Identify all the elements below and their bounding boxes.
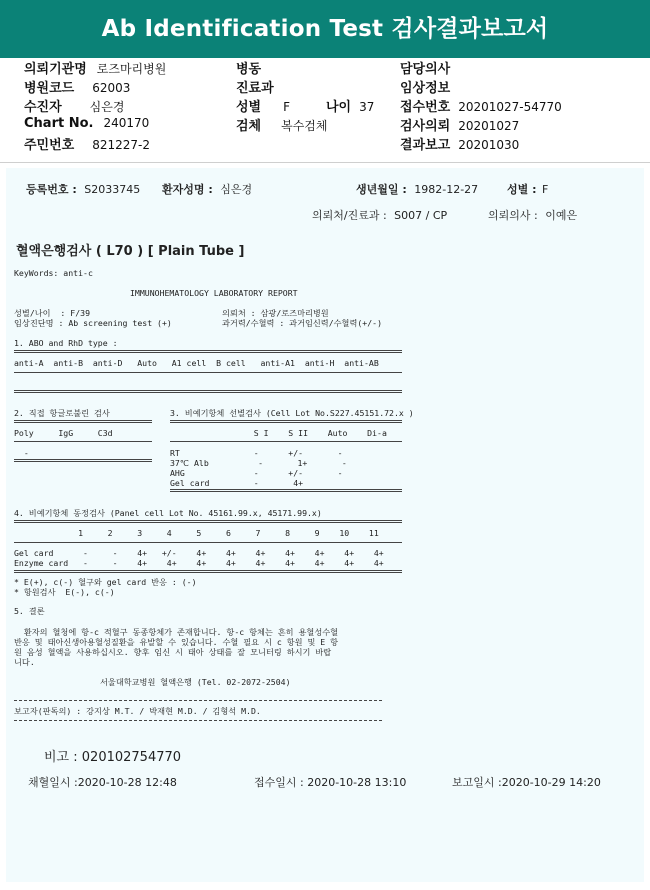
dat-columns: Poly IgG C3d — [14, 428, 113, 438]
screening-mid-rule — [170, 441, 402, 442]
note-antigen: * 항원검사 E(-), c(-) — [14, 587, 115, 597]
signature-bottom-rule — [14, 720, 382, 721]
patient-name-value: 심은경 — [220, 183, 253, 196]
receipt-time: 접수일시 : 2020-10-28 13:10 — [254, 776, 407, 789]
keywords: KeyWords: anti-c — [14, 268, 93, 278]
panel-top-rule — [14, 520, 402, 523]
abo-bottom-rule — [14, 390, 402, 393]
conclusion-title: 5. 결론 — [14, 606, 45, 616]
registration-value: S2033745 — [84, 183, 141, 196]
request-date-label: 검사의뢰 — [400, 119, 451, 134]
patient-sex — [507, 181, 548, 197]
department-label: 진료과 — [236, 81, 274, 96]
panel-mid-rule — [14, 542, 402, 543]
request-date-value: 20201027 — [458, 119, 520, 133]
accession-label: 접수번호 — [400, 100, 451, 115]
screening-section-title: 3. 비예기항체 선별검사 (Cell Lot No.S227.45151.72.x ) — [170, 408, 414, 418]
test-title: 혈액은행검사 ( L70 ) [ Plain Tube ] — [16, 244, 245, 259]
resident-no-row — [24, 134, 150, 153]
conclusion-line-2: 반응 및 태아신생아용혈성질환을 유발할 수 있습니다. 수혈 필요 시 c 항원 및 E 항 — [14, 637, 339, 647]
remark-value: 020102754770 — [81, 750, 182, 765]
dat-section-title: 2. 직접 항글로불린 검사 — [14, 408, 110, 418]
hospital-code-value: 62003 — [92, 81, 131, 95]
screening-bottom-rule — [170, 489, 402, 492]
patient-sex-value: F — [541, 183, 549, 196]
specimen-label: 검체 — [236, 119, 262, 134]
institution-row — [24, 58, 166, 77]
screening-row-alb: 37℃ Alb - 1+ - — [170, 458, 347, 468]
abo-section-title: 1. ABO and RhD type : — [14, 338, 118, 348]
examinee-value: 심은경 — [89, 100, 125, 114]
referring-doctor-value: 이예은 — [545, 209, 578, 222]
referral-line: 의뢰처 : 삼광/로즈마리병원 — [222, 308, 329, 318]
screening-row-gel: Gel card - 4+ — [170, 478, 304, 488]
dob-label: 생년월일 : — [356, 183, 407, 196]
panel-section-title: 4. 비예기항체 동정검사 (Panel cell Lot No. 45161.99.x, 45171.99.x) — [14, 508, 322, 518]
patient-name-label: 환자성명 : — [162, 183, 213, 196]
sex-age-line: 성별/나이 : F/39 — [14, 308, 91, 318]
chart-no-label: Chart No. — [24, 116, 94, 131]
report-title: Ab Identification Test 검사결과보고서 — [101, 16, 549, 42]
examinee-row — [24, 96, 124, 115]
resident-no-value: 821227-2 — [92, 138, 150, 152]
panel-bottom-rule — [14, 570, 402, 573]
clinical-info-row — [400, 77, 450, 96]
conclusion-line-4: 니다. — [14, 657, 35, 667]
registration-label: 등록번호 : — [26, 183, 77, 196]
age-row — [326, 96, 374, 115]
panel-row-gel: Gel card - - 4+ +/- 4+ 4+ 4+ 4+ 4+ 4+ 4+ — [14, 548, 384, 558]
date-of-birth — [356, 181, 478, 197]
age-value: 37 — [359, 100, 375, 114]
dat-top-rule — [14, 420, 152, 423]
patient-name — [162, 181, 252, 197]
collection-time: 채혈일시 :2020-10-28 12:48 — [28, 776, 177, 789]
chart-no-row — [24, 115, 149, 131]
diagnosis-line: 임상진단명 : Ab screening test (+) — [14, 318, 172, 328]
report-date-value: 20201030 — [458, 138, 520, 152]
sex-row — [236, 96, 290, 115]
accession-row — [400, 96, 562, 115]
panel-row-enzyme: Enzyme card - - 4+ 4+ 4+ 4+ 4+ 4+ 4+ 4+ 4+ — [14, 558, 384, 568]
sex-value: F — [283, 100, 291, 114]
institution-value: 로즈마리병원 — [96, 62, 167, 76]
sex-label: 성별 — [236, 100, 262, 115]
physician-label: 담당의사 — [400, 62, 451, 77]
conclusion-line-3: 원 음성 혈액을 사용하십시오. 향후 임신 시 태아 상태를 잘 모니터링 하시기 바랍 — [14, 647, 332, 657]
signature-organization: 서울대학교병원 혈액은행 (Tel. 02-2072-2504) — [100, 677, 291, 687]
report-time: 보고일시 :2020-10-29 14:20 — [452, 776, 601, 789]
remark — [44, 746, 181, 765]
ward-row — [236, 58, 261, 77]
institution-label: 의뢰기관명 — [24, 62, 87, 77]
conclusion-line-1: 환자의 혈청에 항-c 적혈구 동종항체가 존재합니다. 항-c 항체는 흔히 용혈성수혈 — [14, 627, 339, 637]
accession-value: 20201027-54770 — [458, 100, 562, 114]
resident-no-label: 주민번호 — [24, 138, 75, 153]
department-row — [236, 77, 274, 96]
abo-columns: anti-A anti-B anti-D Auto A1 cell B cell anti-A1 anti-H anti-AB — [14, 358, 379, 368]
ward-label: 병동 — [236, 62, 262, 77]
referral-department — [312, 207, 447, 223]
report-date-row — [400, 134, 519, 153]
referring-doctor-label: 의뢰의사 : — [488, 209, 538, 222]
patient-sex-label: 성별 : — [507, 183, 537, 196]
hospital-code-row — [24, 77, 130, 96]
specimen-value: 복수검체 — [281, 119, 328, 133]
referral-department-value: S007 / CP — [394, 209, 448, 222]
referral-department-label: 의뢰처/진료과 : — [312, 209, 387, 222]
header-divider — [0, 162, 650, 163]
examinee-label: 수진자 — [24, 100, 62, 115]
screening-columns: S I S II Auto Di-a — [170, 428, 387, 438]
note-gel-card: * E(+), c(-) 혈구와 gel card 반응 : (-) — [14, 577, 197, 587]
report-date-label: 결과보고 — [400, 138, 451, 153]
screening-row-ahg: AHG - +/- - — [170, 468, 343, 478]
screening-row-rt: RT - +/- - — [170, 448, 343, 458]
abo-mid-rule — [14, 372, 402, 373]
chart-no-value: 240170 — [103, 116, 150, 130]
clinical-info-label: 임상정보 — [400, 81, 451, 96]
panel-columns: 1 2 3 4 5 6 7 8 9 10 11 — [14, 528, 379, 538]
dat-bottom-rule — [14, 459, 152, 462]
age-label: 나이 — [326, 100, 352, 115]
reporters-line: 보고자(판독의) : 강지상 M.T. / 박재현 M.D. / 김형석 M.D. — [14, 706, 261, 716]
report-title-banner — [0, 0, 650, 58]
registration-no — [26, 181, 140, 197]
history-line: 과거력/수혈력 : 과거임신력/수혈력(+/-) — [222, 318, 383, 328]
dat-mid-rule — [14, 441, 152, 442]
signature-top-rule — [14, 700, 382, 701]
specimen-row — [236, 115, 327, 134]
lab-report-header: IMMUNOHEMATOLOGY LABORATORY REPORT — [130, 288, 298, 298]
screening-top-rule — [170, 420, 402, 423]
hospital-code-label: 병원코드 — [24, 81, 75, 96]
physician-row — [400, 58, 450, 77]
dob-value: 1982-12-27 — [414, 183, 479, 196]
dat-value: - — [14, 448, 29, 458]
abo-top-rule — [14, 350, 402, 353]
request-date-row — [400, 115, 519, 134]
remark-label: 비고 : — [44, 750, 78, 765]
referring-doctor — [488, 207, 577, 223]
request-info-panel — [0, 58, 650, 162]
